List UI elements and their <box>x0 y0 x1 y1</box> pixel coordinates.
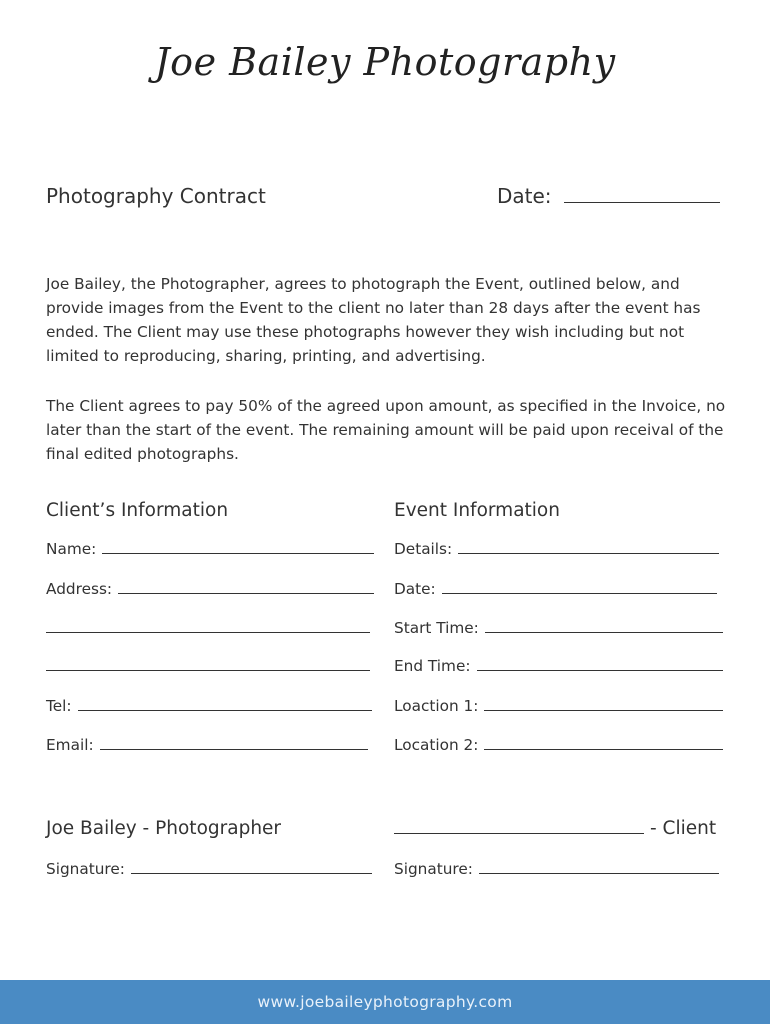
event-date-field[interactable] <box>394 580 717 598</box>
website-link[interactable]: www.joebaileyphotography.com <box>257 993 513 1011</box>
event-date-label: Date: <box>394 580 436 598</box>
date-label: Date: <box>497 184 552 208</box>
client-signature-field[interactable] <box>394 860 719 878</box>
event-date-line[interactable] <box>442 580 717 594</box>
event-location-1-field[interactable] <box>394 697 723 715</box>
photographer-heading-text: Joe Bailey - Photographer <box>46 818 282 839</box>
client-name-label: Name: <box>46 540 97 558</box>
client-address-line-2[interactable] <box>46 619 370 633</box>
event-location-1-line[interactable] <box>484 697 723 711</box>
event-location-2-line[interactable] <box>484 736 723 750</box>
client-extra-line-1[interactable] <box>46 619 370 633</box>
client-extra-line-2[interactable] <box>46 657 370 671</box>
event-end-time-field[interactable] <box>394 657 723 675</box>
client-email-label: Email: <box>46 736 94 754</box>
client-address-line[interactable] <box>118 580 374 594</box>
photographer-signature-line[interactable] <box>131 860 372 874</box>
event-location-2-label: Location 2: <box>394 736 479 754</box>
photographer-signature-field[interactable] <box>46 860 372 878</box>
event-end-time-label: End Time: <box>394 657 471 675</box>
client-signature-label: Signature: <box>394 860 473 878</box>
company-title: Joe Bailey Photography <box>154 40 616 84</box>
photographer-signature-label: Signature: <box>46 860 125 878</box>
event-location-2-field[interactable] <box>394 736 723 754</box>
footer-bar <box>0 980 770 1024</box>
event-location-1-label: Loaction 1: <box>394 697 479 715</box>
contract-title: Photography Contract <box>46 184 266 208</box>
client-name-blank-line[interactable] <box>394 819 644 834</box>
client-name-line[interactable] <box>102 540 374 554</box>
event-details-label: Details: <box>394 540 453 558</box>
client-tel-line[interactable] <box>78 697 372 711</box>
client-info-heading: Client’s Information <box>46 500 229 521</box>
agreement-paragraph: Joe Bailey, the Photographer, agrees to photograph the Event, outlined below, and provide images from the Event to the client no later than 28 days after the event has ended. The Client may use these photographs however they wish including but not limited to reproducing, sharing, printing, and advertising. <box>46 275 701 365</box>
photographer-heading <box>46 818 281 839</box>
event-start-time-line[interactable] <box>485 619 723 633</box>
client-address-field[interactable] <box>46 580 374 598</box>
client-email-field[interactable] <box>46 736 368 754</box>
event-start-time-label: Start Time: <box>394 619 479 637</box>
client-tel-field[interactable] <box>46 697 372 715</box>
client-email-line[interactable] <box>100 736 368 750</box>
event-end-time-line[interactable] <box>477 657 723 671</box>
payment-paragraph: The Client agrees to pay 50% of the agreed upon amount, as specified in the Invoice, no later than the start of the event. The remaining amount will be paid upon receival of the final edited photographs. <box>46 397 726 463</box>
client-address-label: Address: <box>46 580 113 598</box>
event-info-heading: Event Information <box>394 500 560 521</box>
client-tel-label: Tel: <box>46 697 72 715</box>
client-name-signature-heading[interactable] <box>394 818 716 839</box>
client-name-field[interactable] <box>46 540 374 558</box>
client-signature-line[interactable] <box>479 860 719 874</box>
client-address-line-3[interactable] <box>46 657 370 671</box>
event-details-line[interactable] <box>458 540 719 554</box>
event-start-time-field[interactable] <box>394 619 723 637</box>
client-heading-text: - Client <box>650 818 717 839</box>
event-details-field[interactable] <box>394 540 719 558</box>
date-blank-line[interactable] <box>564 184 720 203</box>
contract-date-field[interactable] <box>497 184 720 208</box>
